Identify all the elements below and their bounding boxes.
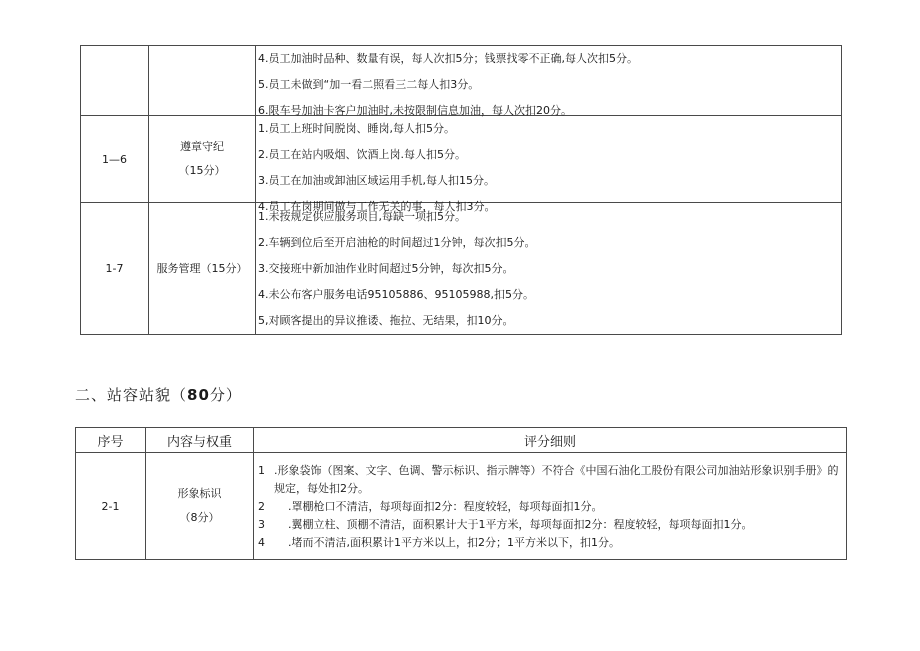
row-rules <box>256 203 842 335</box>
rule-line: 4.未公布客户服务电话95105886、95105988,扣5分。 <box>258 287 534 301</box>
scoring-table-section1 <box>80 45 842 335</box>
section-heading <box>75 384 242 405</box>
rule-line: 1.未按规定供应服务项目,每缺一项扣5分。 <box>258 209 466 223</box>
header-number: 序号 <box>76 428 146 453</box>
table-header-row <box>76 428 847 453</box>
category-name: 服务管理（15分） <box>156 261 248 275</box>
rule-line: 2.员工在站内吸烟、饮酒上岗.每人扣5分。 <box>258 148 466 161</box>
rule-line: 5,对顾客提出的异议推诿、拖拉、无结果，扣10分。 <box>258 313 514 327</box>
rule-item <box>258 462 842 498</box>
row-number: 1-7 <box>81 203 149 335</box>
rule-text: .罩棚枪口不清洁，每项每面扣2分：程度较轻，每项每面扣1分。 <box>288 500 603 513</box>
section-title-suffix: 分） <box>209 386 242 404</box>
row-category <box>149 116 256 203</box>
rule-line: 1.员工上班时间脱岗、睡岗,每人扣5分。 <box>258 122 455 135</box>
rule-line: 4.员工在岗期间做与工作无关的事，每人扣3分。 <box>258 200 496 213</box>
rule-number: 3 <box>258 518 265 531</box>
rule-line: 5.员工未做到“加一看二照看三二每人扣3分。 <box>258 78 480 91</box>
scoring-table-section2 <box>75 427 847 560</box>
row-category <box>149 203 256 335</box>
category-name: 形象标识 <box>177 487 222 500</box>
rule-text: .堵而不清洁,面积累计1平方米以上，扣2分；1平方米以下，扣1分。 <box>288 536 620 549</box>
rule-number: 4 <box>258 536 265 549</box>
section-title-score: 80 <box>187 386 210 404</box>
table-row <box>81 46 842 116</box>
category-weight: （15分） <box>178 164 226 177</box>
row-number: 1—6 <box>81 116 149 203</box>
row-rules <box>254 453 847 560</box>
header-rules: 评分细则 <box>254 428 847 453</box>
rule-item <box>258 516 842 534</box>
rule-item <box>258 534 842 552</box>
row-number: 2-1 <box>76 453 146 560</box>
table-row <box>81 116 842 203</box>
row-category <box>149 46 256 116</box>
row-category <box>146 453 254 560</box>
category-weight: （8分） <box>179 511 220 524</box>
header-content-weight: 内容与权重 <box>146 428 254 453</box>
rule-number: 1 <box>258 464 265 477</box>
rule-text: .翼棚立柱、顶棚不清洁，面积累计大于1平方米，每项每面扣2分：程度较轻，每项每面扣1分。 <box>288 518 753 531</box>
rule-line: 2.车辆到位后至开启油枪的时间超过1分钟，每次扣5分。 <box>258 235 536 249</box>
row-number <box>81 46 149 116</box>
rule-text: .形象袋饰（图案、文字、色调、警示标识、指示牌等）不符合《中国石油化工股份有限公司加油站形象识别手册》的规定，每处扣2分。 <box>274 464 839 495</box>
rule-line: 3.员工在加油或卸油区域运用手机,每人扣15分。 <box>258 174 495 187</box>
section-title-prefix: 二、站容站貌（ <box>75 386 188 404</box>
table-row <box>81 203 842 335</box>
category-name: 遵章守纪 <box>180 140 224 153</box>
row-rules <box>256 116 842 213</box>
rule-item <box>258 498 842 516</box>
rule-line: 4.员工加油时品种、数量有误，每人次扣5分；钱票找零不正确,每人次扣5分。 <box>258 52 638 65</box>
rule-line: 3.交接班中新加油作业时间超过5分钟，每次扣5分。 <box>258 261 514 275</box>
table-row <box>76 453 847 560</box>
rule-line: 6.限车号加油卡客户加油时,未按限制信息加油，每人次扣20分。 <box>258 104 572 117</box>
row-rules <box>256 46 842 116</box>
rule-number: 2 <box>258 500 265 513</box>
